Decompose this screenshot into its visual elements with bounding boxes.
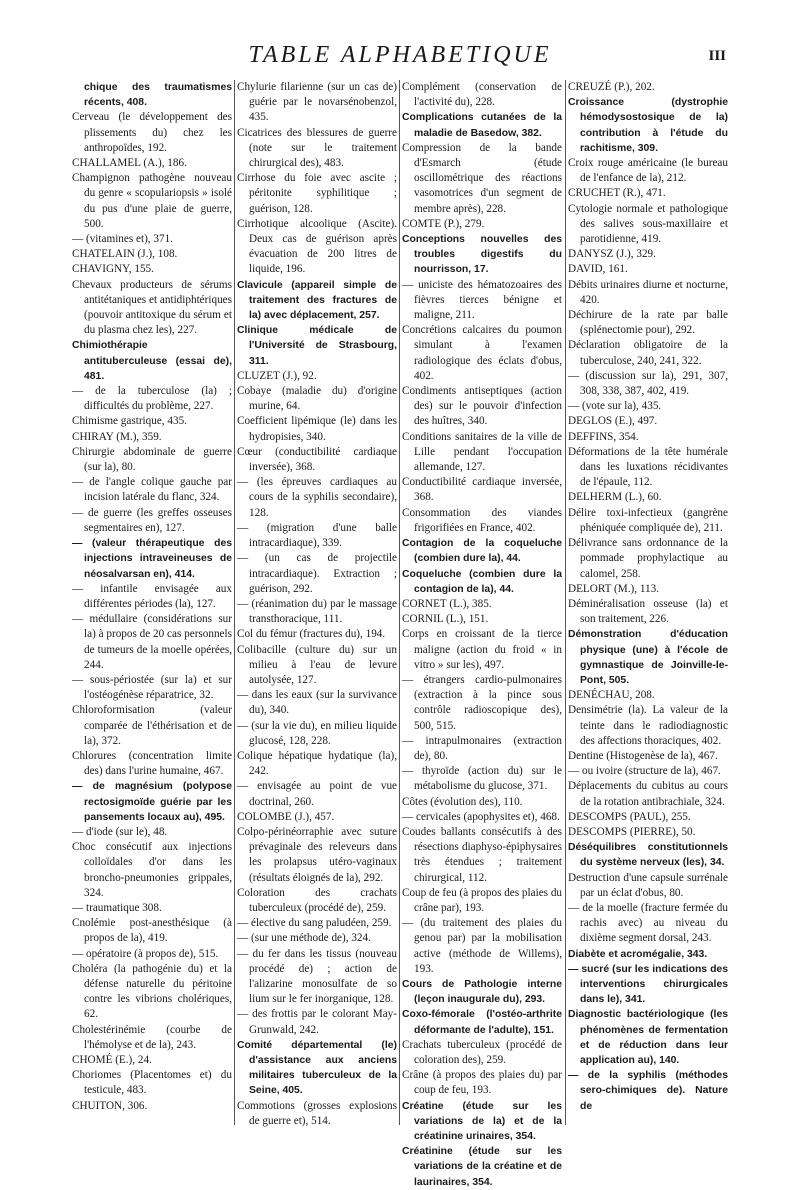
index-entry: Cholestérinémie (courbe de l'hémolyse et de la), 243. — [72, 1023, 232, 1051]
index-entry: — infantile envisagée aux différentes périodes (la), 127. — [72, 582, 232, 610]
index-entry: Cirrhose du foie avec ascite ; péritonite syphilitique ; guérison, 128. — [237, 172, 397, 215]
index-entry: Croix rouge américaine (le bureau de l'enfance de la), 212. — [568, 157, 728, 185]
index-entry: — (un cas de projectile intracardiaque). Extraction ; guérison, 292. — [237, 552, 397, 595]
index-entry: — de la tuberculose (la) ; difficultés du problème, 227. — [72, 385, 232, 413]
index-entry: Diagnostic bactériologique (les phénomènes de fermentation et de réduction dans leur application au), 140. — [568, 1009, 728, 1066]
index-entry: Crâne (à propos des plaies du) par coup de feu, 193. — [402, 1069, 562, 1097]
index-entry: CHUITON, 306. — [72, 1099, 148, 1112]
index-entry: — (sur une méthode de), 324. — [237, 932, 371, 945]
index-entry: Corps en croissant de la tierce maligne (action du froid « in vitro » sur les), 497. — [402, 628, 562, 671]
index-entry: Commotions (grosses explosions de guerre et), 514. — [237, 1099, 397, 1127]
index-entry: Coup de feu (à propos des plaies du crâne par), 193. — [402, 886, 563, 914]
index-entry: — traumatique 308. — [72, 901, 162, 914]
index-entry: Chylurie filarienne (sur un cas de) guérie par le novarsénobenzol, 435. — [237, 81, 397, 124]
index-entry: CLUZET (J.), 92. — [237, 369, 317, 382]
index-entry: Coxo-fémorale (l'ostéo-arthrite déformante de l'adulte), 151. — [402, 1009, 562, 1036]
index-entry: DEGLOS (E.), 497. — [568, 415, 658, 428]
index-entry: Démonstration d'éducation physique (une) à l'école de gymnastique de Joinville-le-Pont, 505. — [568, 629, 728, 686]
index-entry: — dans les eaux (sur la survivance du), 340. — [237, 689, 397, 717]
index-entry: Destruction d'une capsule surrénale par un éclat d'obus, 80. — [568, 871, 728, 899]
index-entry: Champignon pathogène nouveau du genre « scopulariopsis » isolé du pus d'une plaie de guerre, 500. — [72, 172, 232, 230]
index-entry: — (sur la vie du), en milieu liquide glucosé, 128, 228. — [237, 719, 397, 747]
index-entry: Clavicule (appareil simple de traitement des fractures de la) avec déplacement, 257. — [237, 279, 397, 322]
index-entry: Côtes (évolution des), 110. — [402, 795, 523, 808]
index-entry: Chirurgie abdominale de guerre (sur la), 80. — [72, 445, 232, 474]
index-entry: Croissance (dystrophie hémodysostosique de la) contribution à l'étude du rachitisme, 309. — [568, 97, 728, 154]
index-entry: CORNET (L.), 385. — [402, 597, 492, 610]
index-entry: Condiments antiseptiques (action des) sur le pouvoir d'infection des huîtres, 340. — [402, 385, 562, 428]
index-entry: Diabète et acromégalie, 343. — [568, 948, 708, 960]
index-entry: CORNIL (L.), 151. — [402, 613, 489, 626]
index-entry: Compression de la bande d'Esmarch (étude oscillométrique des réactions vasomotrices d'un segment de membre après), 228. — [402, 141, 562, 215]
index-entry: Déséquilibres constitutionnels du système nerveux (les), 34. — [568, 842, 728, 869]
index-entry: chique des traumatismes récents, 408. — [84, 82, 232, 109]
index-entry: Chevaux producteurs de sérums antitétaniques et antidiphtériques (pouvoir antitoxique du sérum et du plasma chez les), 227. — [72, 278, 232, 337]
index-entry: — (réanimation du) par le massage transthoracique, 111. — [237, 597, 397, 626]
index-entry: Cours de Pathologie interne (leçon inaugurale du), 293. — [402, 978, 562, 1006]
index-entry: Col du fémur (fractures du), 194. — [237, 628, 386, 641]
index-entry: CREUZÉ (P.), 202. — [568, 81, 655, 93]
index-column-3 — [402, 80, 563, 1188]
index-entry: CHOMÉ (E.), 24. — [72, 1054, 152, 1066]
index-entry: Déchirure de la rate par balle (splénectomie pour), 292. — [568, 309, 728, 337]
index-entry: Chlorures (concentration limite des) dans l'urine humaine, 467. — [72, 749, 232, 778]
index-entry: Choriomes (Placentomes et) du testicule, 483. — [72, 1069, 232, 1097]
index-entry: Dentine (Histogenèse de la), 467. — [568, 749, 718, 762]
index-entry: — thyroïde (action du) sur le métabolisme du glucose, 371. — [402, 765, 562, 793]
index-entry: — de guerre (les greffes osseuses segmentaires en), 127. — [72, 506, 232, 534]
index-entry: — sucré (sur les indications des interventions chirurgicales dans le), 341. — [568, 963, 728, 1006]
index-entry: DAVID, 161. — [568, 263, 628, 276]
index-entry: Colique hépatique hydatique (la), 242. — [237, 749, 397, 778]
index-entry: Contagion de la coqueluche (combien dure la), 44. — [402, 538, 562, 565]
page-header — [0, 42, 800, 72]
index-entry: DESCOMPS (PIERRE), 50. — [568, 825, 696, 838]
index-entry: DESCOMPS (PAUL), 255. — [568, 810, 691, 823]
column-divider — [234, 80, 235, 1125]
index-entry: Cerveau (le développement des plissements du) chez les anthropoïdes, 192. — [72, 111, 232, 154]
index-entry: Crachats tuberculeux (procédé de coloration des), 259. — [402, 1038, 562, 1066]
index-entry: — de la syphilis (méthodes sero-chimiques de). Nature de — [568, 1070, 728, 1112]
index-entry: — sous-périostée (sur la) et sur l'ostéogénèse réparatrice, 32. — [72, 673, 232, 702]
index-entry: COLOMBE (J.), 457. — [237, 810, 335, 823]
index-entry: — étrangers cardio-pulmonaires (extraction à la pince sous contrôle radioscopique des), 500, 515. — [402, 673, 562, 732]
index-entry: — (les épreuves cardiaques au cours de la syphilis secondaire), 128. — [237, 476, 397, 519]
index-entry: CHALLAMEL (A.), 186. — [72, 157, 187, 170]
index-entry: Chloroformisation (valeur comparée de l'éthérisation et de la), 372. — [72, 704, 232, 747]
index-entry: — du fer dans les tissus (nouveau procédé de) ; action de l'alizarine monosulfate de so lium sur le fer inorganique, 128. — [237, 947, 397, 1006]
index-entry: Créatinine (étude sur les variations de la créatine et de laurinaires, 354. — [402, 1146, 562, 1188]
index-entry: Cirrhotique alcoolique (Ascite). Deux cas de guérison après évacuation de 200 litres de liquide, 196. — [237, 217, 397, 276]
index-entry: — (du traitement des plaies du genou par) par la mobilisation active (méthode de Willems), 193. — [402, 917, 562, 975]
index-entry: — (vote sur la), 435. — [568, 400, 662, 413]
index-entry: COMTE (P.), 279. — [402, 217, 485, 230]
index-entry: DELORT (M.), 113. — [568, 582, 659, 595]
index-entry: Conductibilité cardiaque inversée, 368. — [402, 476, 562, 504]
index-entry: — (discussion sur la), 291, 307, 308, 338, 387, 402, 419. — [568, 369, 728, 398]
index-column-1 — [72, 80, 232, 1125]
index-entry: DENÉCHAU, 208. — [568, 689, 655, 702]
index-entry: Coefficient lipémique (le) dans les hydropisies, 340. — [237, 415, 397, 443]
index-entry: Clinique médicale de l'Université de Strasbourg, 311. — [237, 325, 397, 367]
index-entry: — (vitamines et), 371. — [72, 233, 173, 246]
index-entry: — intrapulmonaires (extraction de), 80. — [402, 734, 562, 762]
index-column-4 — [568, 80, 728, 1125]
column-divider — [565, 80, 566, 1125]
index-entry: Densimétrie (la). La valeur de la teinte dans le radiodiagnostic des affections thoraciques, 402. — [568, 704, 728, 747]
index-entry: DANYSZ (J.), 329. — [568, 248, 656, 261]
index-columns — [72, 80, 728, 1188]
index-entry: — des frottis par le colorant May-Grunwald, 242. — [237, 1008, 397, 1036]
index-entry: — opératoire (à propos de), 515. — [72, 947, 219, 960]
index-entry: Complément (conservation de l'activité du), 228. — [402, 81, 562, 109]
index-entry: Choc consécutif aux injections colloïdales d'or dans les broncho-pneumonies grippales, 324. — [72, 841, 232, 899]
index-entry: — uniciste des hématozoaires des fièvres tierces bénigne et maligne, 211. — [402, 278, 562, 322]
index-entry: Coqueluche (combien dure la contagion de la), 44. — [402, 568, 562, 595]
index-entry: Cicatrices des blessures de guerre (note sur le traitement chirurgical des), 483. — [237, 126, 397, 170]
index-entry: Colibacille (culture du) sur un milieu à l'eau de levure autolysée, 127. — [237, 643, 397, 686]
index-entry: Délire toxi-infectieux (gangrène phéniquée compliquée de), 211. — [568, 506, 728, 534]
index-entry: Créatine (étude sur les variations de la) et de la créatinine urinaires, 354. — [402, 1100, 562, 1143]
index-entry: Choléra (la pathogénie du) et la défense naturelle du péritoine contre les vibrions cholériques, 62. — [72, 962, 232, 1021]
index-entry: — ou ivoire (structure de la), 467. — [568, 765, 721, 778]
index-entry: Chimiothérapie antituberculeuse (essai de), 481. — [72, 340, 232, 382]
index-entry: — de la moelle (fracture fermée du rachis avec) au niveau du dixième segment dorsal, 243. — [568, 901, 728, 945]
index-entry: DELHERM (L.), 60. — [568, 491, 662, 504]
index-entry: Coudes ballants consécutifs à des résections diaphyso-épiphysaires très étendues ; traitement chirurgical, 112. — [402, 825, 562, 884]
index-entry: — cervicales (apophysites et), 468. — [402, 810, 560, 823]
index-entry: CHATELAIN (J.), 108. — [72, 248, 178, 261]
index-entry: Cobaye (maladie du) d'origine murine, 64. — [237, 385, 397, 413]
index-entry: Débits urinaires diurne et nocturne, 420. — [568, 278, 728, 306]
page-title: TABLE ALPHABETIQUE — [248, 42, 552, 68]
index-entry: Consommation des viandes frigorifiées en France, 402. — [402, 506, 562, 534]
index-entry: Déformations de la tête humérale dans les luxations récidivantes de l'épaule, 112. — [568, 445, 728, 489]
index-entry: — d'iode (sur le), 48. — [72, 825, 168, 838]
index-entry: Concrétions calcaires du poumon simulant à l'examen radiologique des éclats d'obus, 402. — [402, 324, 562, 382]
index-entry: Déclaration obligatoire de la tuberculose, 240, 241, 322. — [568, 339, 728, 367]
index-entry: Cytologie normale et pathologique des salives sous-maxillaire et parotidienne, 419. — [568, 202, 728, 246]
index-entry: — (valeur thérapeutique des injections intraveineuses de néosalvarsan en), 414. — [72, 538, 232, 580]
column-divider — [399, 80, 400, 1125]
index-entry: Conditions sanitaires de la ville de Lille pendant l'occupation allemande, 127. — [402, 430, 562, 474]
index-entry: — de l'angle colique gauche par incision latérale du flanc, 324. — [72, 476, 232, 504]
page-number: III — [708, 48, 726, 64]
index-entry: Coloration des crachats tuberculeux (procédé de), 259. — [237, 886, 397, 914]
index-entry: Conceptions nouvelles des troubles digestifs du nourrisson, 17. — [402, 234, 562, 276]
index-entry: — de magnésium (polypose rectosigmoïde guérie par les pansements locaux au), 495. — [72, 781, 232, 823]
index-column-2 — [237, 80, 397, 1125]
index-entry: Délivrance sans ordonnance de la pommade prophylactique au calomel, 258. — [568, 537, 728, 580]
index-entry: Cnolémie post-anesthésique (à propos de la), 419. — [72, 917, 232, 945]
index-entry: Chimisme gastrique, 435. — [72, 415, 187, 428]
index-entry: CHIRAY (M.), 359. — [72, 430, 162, 443]
index-entry: DEFFINS, 354. — [568, 430, 639, 443]
index-entry: Cœur (conductibilité cardiaque inversée), 368. — [237, 445, 397, 474]
index-entry: — envisagée au point de vue doctrinal, 260. — [237, 780, 397, 808]
index-entry: — élective du sang paludéen, 259. — [237, 917, 392, 930]
index-entry: — (migration d'une balle intracardiaque), 339. — [237, 521, 397, 550]
index-entry: Comité départemental (le) d'assistance aux anciens militaires tuberculeux de la Seine, 405. — [237, 1039, 397, 1097]
index-entry: Déminéralisation osseuse (la) et son traitement, 226. — [568, 597, 728, 626]
index-entry: Déplacements du cubitus au cours de la rotation antibrachiale, 324. — [568, 780, 728, 808]
index-entry: — médullaire (considérations sur la) à propos de 20 cas personnels de tumeurs de la moelle opérées, 244. — [72, 613, 232, 671]
index-entry: CRUCHET (R.), 471. — [568, 187, 666, 200]
index-entry: CHAVIGNY, 155. — [72, 263, 154, 276]
index-entry: Complications cutanées de la maladie de Basedow, 382. — [402, 112, 562, 139]
index-entry: Colpo-périnéorraphie avec suture prévaginale des releveurs dans les prolapsus utéro-vaginaux (résultats éloignés de la), 292. — [237, 825, 397, 884]
